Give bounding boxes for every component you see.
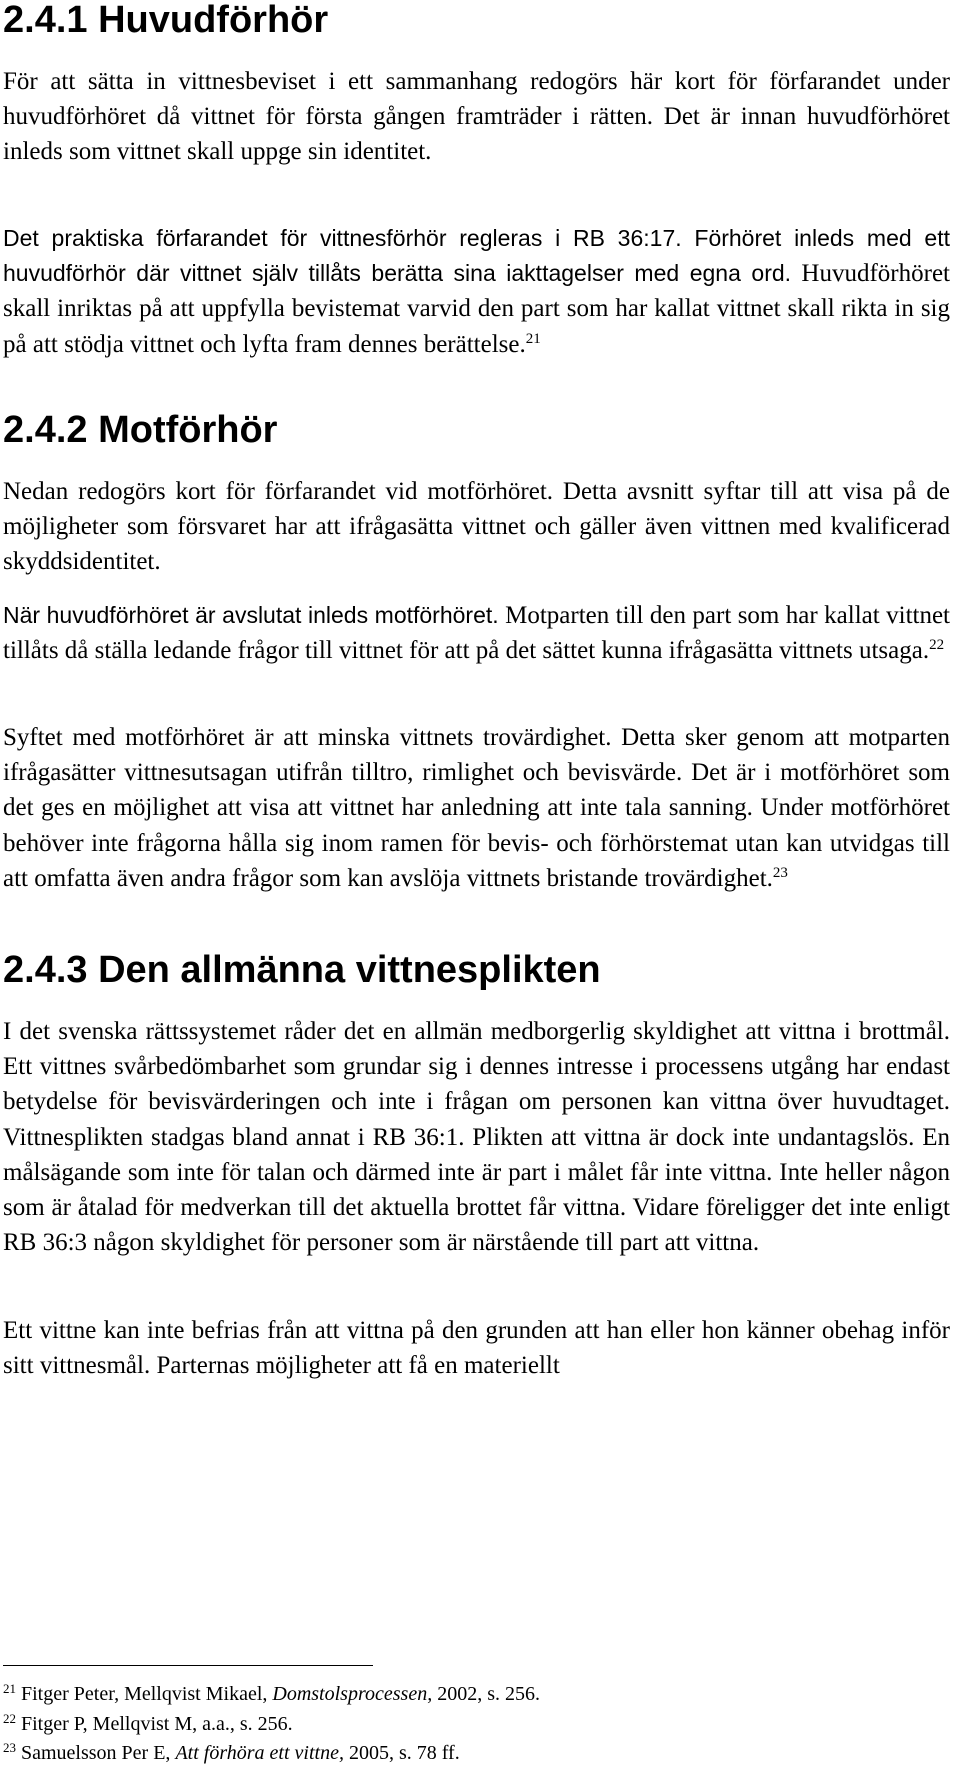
footnote-number: 21 — [3, 1681, 16, 1696]
footnote-22 — [3, 1710, 293, 1738]
footnote-number: 23 — [3, 1740, 16, 1755]
section-heading-vittnesplikten: 2.4.3 Den allmänna vittnesplikten — [3, 949, 601, 991]
paragraph-motforhor-procedure — [3, 598, 950, 668]
footnote-23 — [3, 1739, 460, 1767]
paragraph-sans-part: Det praktiska förfarandet för vittnesförhör regleras i RB 36:17. Förhöret inleds med ett huvudförhör där vittnet själv tillåts berätta sina iakttagelser med egna ord. — [3, 225, 950, 287]
paragraph-text: Syftet med motförhöret är att minska vittnets trovärdighet. Detta sker genom att motparten ifrågasätter vittnesutsagan utifrån tilltro, rimlighet och bevisvärde. Det är i motförhöret som det ges en möjlighet att visa att vittnet har anledning att inte tala sanning. Under motförhöret behöver inte frågorna hålla sig inom ramen för bevis- och förhörstemat utan kan utvidgas till att omfatta även andra frågor som kan avslöja vittnets bristande trovärdighet. — [3, 724, 950, 892]
footnote-ref-22: 22 — [929, 637, 945, 654]
footnote-text: 2005, s. 78 ff. — [343, 1742, 460, 1764]
footnote-number: 22 — [3, 1711, 16, 1726]
footnote-text: 2002, s. 256. — [432, 1683, 540, 1705]
paragraph-serif-part: Motparten till den part som har kallat vittnet tillåts då ställa ledande frågor till vittnet för att på det sättet kunna ifrågasätta vittnets utsaga. — [3, 602, 951, 665]
section-heading-motforhor: 2.4.2 Motförhör — [3, 409, 278, 451]
footnote-divider — [3, 1665, 373, 1666]
paragraph-vittnesplikten-continued: Ett vittne kan inte befrias från att vittna på den grunden att han eller hon känner obehag inför sitt vittnesmål. Parternas möjligheter att få en materiellt — [3, 1317, 950, 1380]
paragraph-vittnesplikten-intro: I det svenska rättssystemet råder det en allmän medborgerlig skyldighet att vittna i brottmål. Ett vittnes svårbedömbarhet som grundar sig i dennes intresse i processens utgång har endast betydelse för bevisvärderingen och inte i frågan om personen kan vittna över huvudtaget. Vittnesplikten stadgas bland annat i RB 36:1. Plikten att vittna är dock inte undantagslös. En målsägande som inte för talan och därmed inte är part i målet får inte vittna. Inte heller någon som är åtalad för medverkan till det aktuella brottet får vittna. Vidare föreligger det inte enligt RB 36:3 någon skyldighet för personer som är närstående till part att vittna. — [3, 1018, 950, 1257]
paragraph-huvudforhor-intro: För att sätta in vittnesbeviset i ett sammanhang redogörs här kort för förfarandet under huvudförhöret då vittnet för första gången framträder i rätten. Det är innan huvudförhöret inleds som vittnet skall uppge sin identitet. — [3, 68, 950, 166]
footnote-text: Fitger Peter, Mellqvist Mikael, — [16, 1683, 273, 1705]
footnote-text: Fitger P, Mellqvist M, a.a., s. 256. — [16, 1713, 293, 1735]
footnote-title: Att förhöra ett vittne, — [175, 1742, 344, 1764]
footnote-text: Samuelsson Per E, — [16, 1742, 176, 1764]
paragraph-motforhor-purpose — [3, 720, 950, 896]
paragraph-serif-part: Huvudförhöret skall inriktas på att uppfylla bevistemat varvid den part som har kallat vittnet skall rikta in sig på att stödja vittnet och lyfta fram dennes berättelse. — [3, 260, 950, 358]
footnote-ref-21: 21 — [525, 330, 541, 347]
paragraph-motforhor-intro: Nedan redogörs kort för förfarandet vid motförhöret. Detta avsnitt syftar till att visa på de möjligheter som försvaret har att ifrågasätta vittnet och gäller även vittnen med kvalificerad skyddsidentitet. — [3, 478, 950, 576]
footnote-ref-23: 23 — [772, 864, 788, 881]
footnote-title: Domstolsprocessen, — [272, 1683, 433, 1705]
paragraph-huvudforhor-procedure — [3, 221, 950, 362]
footnote-21 — [3, 1680, 540, 1708]
paragraph-sans-part: När huvudförhöret är avslutat inleds motförhöret. — [3, 602, 499, 628]
section-heading-huvudforhor: 2.4.1 Huvudförhör — [3, 0, 329, 41]
